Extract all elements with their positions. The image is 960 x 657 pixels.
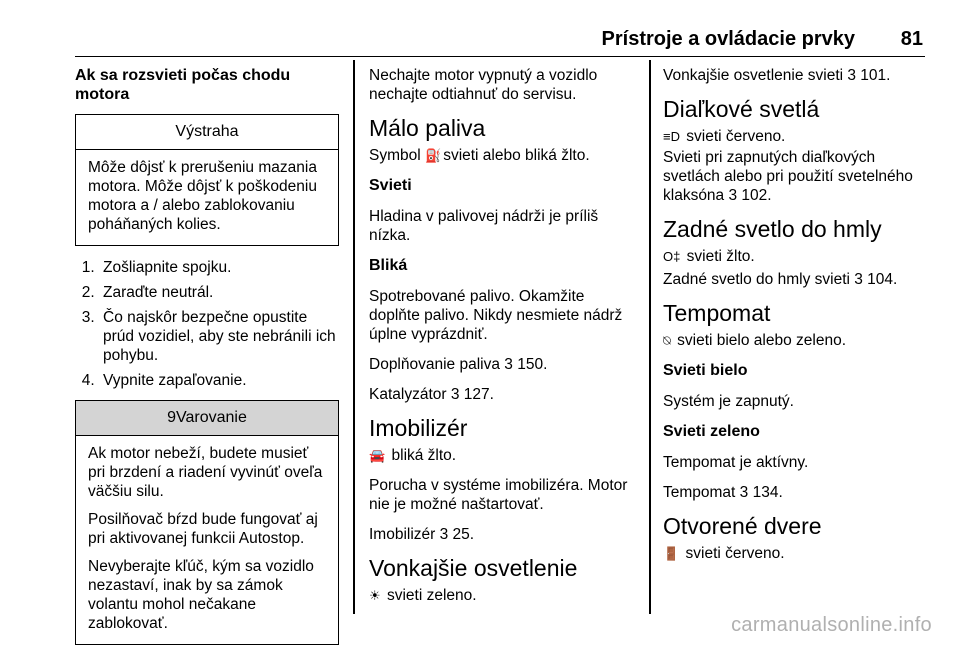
cross-reference: Imobilizér 3 25. <box>369 526 475 543</box>
cruise-control-icon: ⍉ <box>663 333 671 348</box>
warning-box-title: Výstraha <box>76 115 338 150</box>
section-heading: Ak sa rozsvieti počas chodu motora <box>75 67 291 103</box>
section-heading: Tempomat <box>663 300 771 326</box>
column-3: Vonkajšie osvetlenie svieti 3 101. Diaľkové svetlá ≡D svieti červeno. Svieti pri zapnutých diaľkových svetlách alebo pri použití svetelného klaksóna 3 102. Zadné svetlo do hmly O‡ svieti žlto. Zadné svetlo do hmly svieti 3 104. Tempomat ⍉ svieti bielo alebo zeleno. Svieti bielo Systém je zapnutý. Svieti zeleno Tempomat je aktívny. Tempomat 3 134. Otvorené dvere 🚪 svieti červeno. <box>663 66 933 574</box>
door-open-icon: 🚪 <box>663 546 680 561</box>
intro-text: Nechajte motor vypnutý a vozidlo nechajte odtiahnuť do servisu. <box>369 67 598 103</box>
page-number: 81 <box>900 28 923 50</box>
column-1 <box>75 66 339 657</box>
subheading: Bliká <box>369 257 408 274</box>
danger-paragraph: Nevyberajte kľúč, kým sa vozidlo nezastaví, inak by sa zámok volantu mohol nečakane zablokovať. <box>88 558 314 632</box>
rear-fog-light-icon: O‡ <box>663 249 681 264</box>
danger-box <box>75 400 339 645</box>
fuel-icon: ⛽ <box>425 148 442 163</box>
column-divider <box>649 60 651 614</box>
steps-list <box>75 258 339 390</box>
section-heading: Otvorené dvere <box>663 513 822 539</box>
section-heading: Málo paliva <box>369 115 486 141</box>
section-heading: Vonkajšie osvetlenie <box>369 555 578 581</box>
cross-reference: Vonkajšie osvetlenie svieti 3 101. <box>663 67 891 84</box>
danger-icon: 9 <box>167 409 177 426</box>
cross-reference: Katalyzátor 3 127. <box>369 386 494 403</box>
section-heading: Zadné svetlo do hmly <box>663 216 882 242</box>
list-item: 3. Čo najskôr bezpečne opustite prúd vozidiel, aby ste nebránili ich pohybu. <box>99 308 339 365</box>
danger-paragraph: Ak motor nebeží, budete musieť pri brzdení a riadení vyvinúť oveľa väčšiu silu. <box>88 445 323 500</box>
warning-box-text: Môže dôjsť k prerušeniu mazania motora. Môže dôjsť k poškodeniu motora a / alebo zablokovaniu poháňaných kolies. <box>88 159 317 233</box>
list-item: 1. Zošliapnite spojku. <box>99 258 339 277</box>
danger-box-title: Varovanie <box>176 409 247 426</box>
danger-paragraph: Posilňovač bŕzd bude fungovať aj pri aktivovanej funkcii Autostop. <box>88 511 318 547</box>
watermark: carmanualsonline.info <box>731 614 932 636</box>
subheading: Svieti zeleno <box>663 423 760 440</box>
danger-box-title-bar <box>76 401 338 436</box>
cross-reference: Tempomat 3 134. <box>663 484 783 501</box>
page-title: Prístroje a ovládacie prvky <box>601 28 855 50</box>
high-beam-icon: ≡D <box>663 129 680 144</box>
cross-reference: Doplňovanie paliva 3 150. <box>369 356 548 373</box>
page-header <box>75 26 925 57</box>
column-2: Nechajte motor vypnutý a vozidlo nechajte odtiahnuť do servisu. Málo paliva Symbol ⛽ svieti alebo bliká žlto. Svieti Hladina v palivovej nádrži je príliš nízka. Bliká Spotrebované palivo. Okamžite doplňte palivo. Nikdy nesmiete nádrž úplne vyprázdniť. Doplňovanie paliva 3 150. Katalyzátor 3 127. Imobilizér 🚘 bliká žlto. Porucha v systéme imobilizéra. Motor nie je možné naštartovať. Imobilizér 3 25. Vonkajšie osvetlenie ☀ svieti zeleno. <box>369 66 637 616</box>
list-item: 2. Zaraďte neutrál. <box>99 283 339 302</box>
subheading: Svieti <box>369 177 412 194</box>
exterior-light-icon: ☀ <box>369 588 381 603</box>
immobilizer-icon: 🚘 <box>369 448 386 463</box>
warning-box <box>75 114 339 246</box>
section-heading: Diaľkové svetlá <box>663 96 820 122</box>
subheading: Svieti bielo <box>663 362 748 379</box>
section-heading: Imobilizér <box>369 415 468 441</box>
list-item: 4. Vypnite zapaľovanie. <box>99 371 339 390</box>
column-divider <box>353 60 355 614</box>
